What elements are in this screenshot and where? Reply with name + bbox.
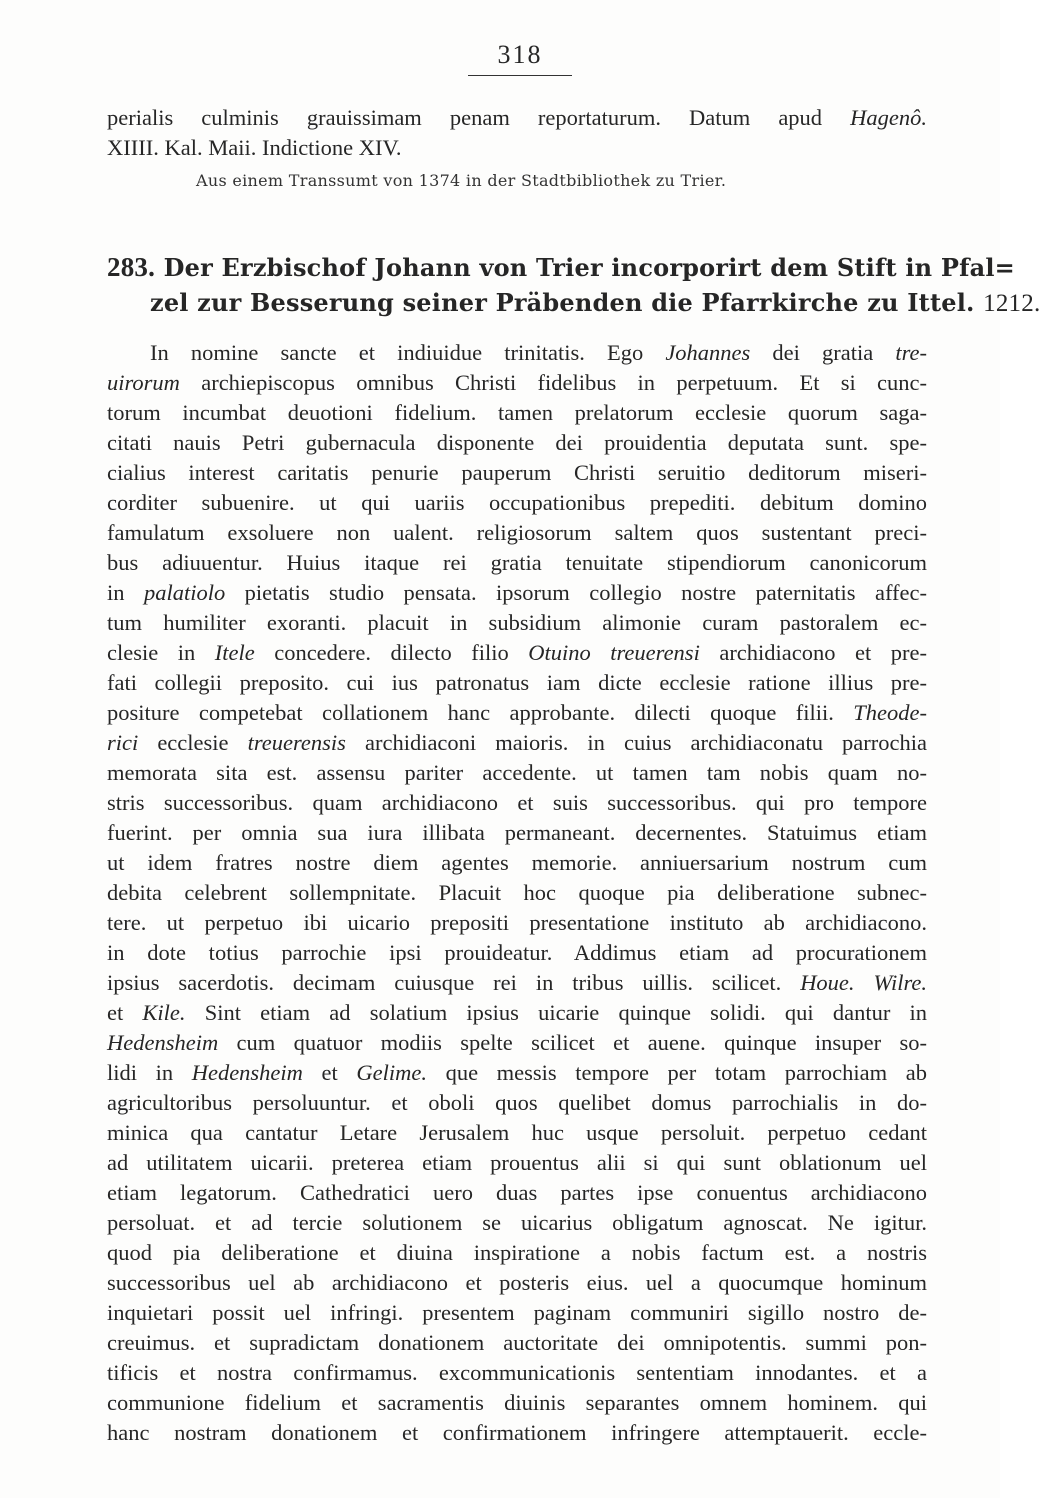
body-line: In nomine sancte et indiuidue trinitatis. Ego Johannes dei gratia tre- [150,340,927,365]
body-line: agricultoribus persoluuntur. et oboli quos quelibet domus parrochialis in do- [107,1090,927,1115]
body-line: creuimus. et supradictam donationem auctoritate dei omnipotentis. summi pon- [107,1330,927,1355]
italic-name: Itele [214,640,255,665]
body-line: rici ecclesie treuerensis archidiaconi maioris. in cuius archidiaconatu parrochia [107,730,927,755]
italic-name: Johannes [665,340,751,365]
body-line: famulatum exsoluere non ualent. religiosorum saltem quos sustentant preci- [107,520,927,545]
body-line: citati nauis Petri gubernacula disponente dei prouidentia deputata sunt. spe- [107,430,927,455]
body-line: successoribus uel ab archidiacono et posteris eius. uel a quocumque hominum [107,1270,927,1295]
italic-name: Hedensheim [191,1060,303,1085]
place-name: Hagenô. [850,105,927,130]
body-line: bus adiuuentur. Huius itaque rei gratia tenuitate stipendiorum canonicorum [107,550,927,575]
body-line: inquietari possit uel infringi. presentem paginam communiri sigillo nostro de- [107,1300,927,1325]
italic-name: Houe. Wilre. [800,970,927,995]
body-line: uirorum archiepiscopus omnibus Christi fidelibus in perpetuum. Et si cunc- [107,370,927,395]
body-line: etiam legatorum. Cathedratici uero duas partes ipse conuentus archidiacono [107,1180,927,1205]
body-line: memorata sita est. assensu pariter accedente. ut tamen tam nobis quam no- [107,760,927,785]
body-line: clesie in Itele concedere. dilecto filio Otuino treuerensi archidiacono et pre- [107,640,927,665]
body-line: tificis et nostra confirmamus. excommunicationis sententiam innodantes. et a [107,1360,927,1385]
italic-name: uirorum [107,370,180,395]
body-line: debita celebrent sollempnitate. Placuit hoc quoque pia deliberatione subnec- [107,880,927,905]
document-heading-line-2: zel zur Besserung seiner Präbenden die Pfarrkirche zu Ittel. 1212. [150,288,1040,317]
body-line: minica qua cantatur Letare Jerusalem huc usque persoluit. perpetuo cedant [107,1120,927,1145]
document-year: 1212. [983,290,1040,317]
body-line: hanc nostram donationem et confirmationem infringere attemptauerit. eccle- [107,1420,927,1445]
body-line: cialius interest caritatis penurie pauperum Christi seruitio deditorum miseri- [107,460,927,485]
body-line: tere. ut perpetuo ibi uicario prepositi presentatione instituto ab archidiacono. [107,910,927,935]
italic-name: treuerensis [247,730,346,755]
body-line: et Kile. Sint etiam ad solatium ipsius uicarie quinque solidi. qui dantur in [107,1000,927,1025]
body-line: quod pia deliberatione et diuina inspiratione a nobis factum est. a nostris [107,1240,927,1265]
body-line: tum humiliter exoranti. placuit in subsidium alimonie curam pastoralem ec- [107,610,927,635]
italic-name: Kile. [142,1000,186,1025]
document-number: 283. [107,252,156,282]
body-line: in dote totius parrochie ipsi prouideatur. Addimus etiam ad procurationem [107,940,927,965]
body-line: torum incumbat deuotioni fidelium. tamen prelatorum ecclesie quorum saga- [107,400,927,425]
body-line: persoluat. et ad tercie solutionem se uicarius obligatum agnoscat. Ne igitur. [107,1210,927,1235]
page-number: 318 [497,40,543,69]
continuation-line-1: perialis culminis grauissimam penam reportaturum. Datum apud Hagenô. [107,105,927,130]
body-line: fati collegii preposito. cui ius patronatus iam dicte ecclesie ratione illius pre- [107,670,927,695]
document-heading-line-1: 283. Der Erzbischof Johann von Trier incorporirt dem Stift in Pfal= [107,252,1015,282]
body-line: ad utilitatem uicarii. preterea etiam prouentus alii si qui sunt oblationum uel [107,1150,927,1175]
body-line: ipsius sacerdotis. decimam cuiusque rei in tribus uillis. scilicet. Houe. Wilre. [107,970,927,995]
body-line: Hedensheim cum quatuor modiis spelte scilicet et auene. quinque insuper so- [107,1030,927,1055]
italic-name: Theode- [853,700,927,725]
source-note: Aus einem Transsumt von 1374 in der Stadtbibliothek zu Trier. [196,171,727,190]
italic-name: tre- [895,340,927,365]
body-line: positure competebat collationem hanc approbante. dilecti quoque filii. Theode- [107,700,927,725]
page-number-rule [468,75,572,76]
body-line: ut idem fratres nostre diem agentes memorie. anniuersarium nostrum cum [107,850,927,875]
body-line: corditer subuenire. ut qui uariis occupationibus prepediti. debitum domino [107,490,927,515]
italic-name: Hedensheim [107,1030,219,1055]
italic-name: rici [107,730,139,755]
body-line: communione fidelium et sacramentis diuinis separantes omnem hominem. qui [107,1390,927,1415]
italic-name: Otuino treuerensi [528,640,700,665]
body-line: lidi in Hedensheim et Gelime. que messis tempore per totam parrochiam ab [107,1060,927,1085]
body-line: in palatiolo pietatis studio pensata. ipsorum collegio nostre paternitatis affec- [107,580,927,605]
body-line: fuerint. per omnia sua iura illibata permaneant. decernentes. Statuimus etiam [107,820,927,845]
body-line: stris successoribus. quam archidiacono et suis successoribus. qui pro tempore [107,790,927,815]
continuation-line-2: XIIII. Kal. Maii. Indictione XIV. [107,135,402,160]
italic-name: Gelime. [356,1060,427,1085]
italic-name: palatiolo [143,580,226,605]
